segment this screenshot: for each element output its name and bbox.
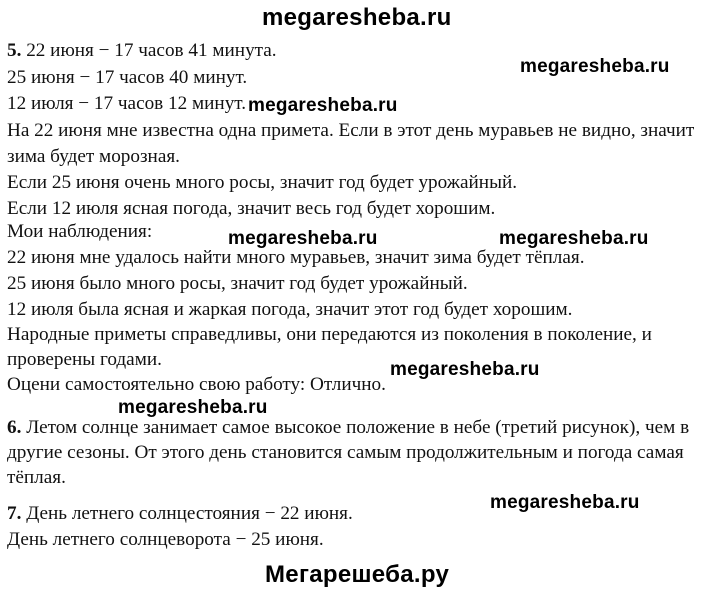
watermark-3: megaresheba.ru <box>228 228 378 249</box>
task6-text: Летом солнце занимает самое высокое положение в небе (третий рисунок), чем в <box>26 417 690 438</box>
task5-line-3: 12 июля − 17 часов 12 минут. <box>7 93 247 114</box>
watermark-2: megaresheba.ru <box>248 95 398 116</box>
task7-line-1 <box>7 502 353 526</box>
header-watermark: megaresheba.ru <box>262 4 452 31</box>
task5-number: 5. <box>7 40 22 61</box>
task6-line-2: другие сезоны. От этого день становится самым продолжительным и погода самая <box>7 442 684 463</box>
task5-line-4: На 22 июня мне известна одна примета. Если в этот день муравьев не видно, значит <box>7 120 695 141</box>
watermark-6: megaresheba.ru <box>118 397 268 418</box>
footer-watermark: Мегарешеба.ру <box>265 561 450 588</box>
task5-line-14: Оцени самостоятельно свою работу: Отлично. <box>7 374 386 395</box>
task5-line-6: Если 25 июня очень много росы, значит год будет урожайный. <box>7 172 518 193</box>
watermark-1: megaresheba.ru <box>520 56 670 77</box>
task5-line-12: Народные приметы справедливы, они передаются из поколения в поколение, и <box>7 324 652 345</box>
task5-line-7: Если 12 июля ясная погода, значит весь год будет хорошим. <box>7 198 496 219</box>
task6-number: 6. <box>7 417 22 438</box>
watermark-4: megaresheba.ru <box>499 228 649 249</box>
watermark-5: megaresheba.ru <box>390 359 540 380</box>
task7-number: 7. <box>7 503 22 524</box>
watermark-7: megaresheba.ru <box>490 492 640 513</box>
task5-text: 22 июня − 17 часов 41 минута. <box>26 40 277 61</box>
task5-line-11: 12 июля была ясная и жаркая погода, значит этот год будет хорошим. <box>7 299 573 320</box>
task5-line-1 <box>7 39 277 63</box>
task5-line-8: Мои наблюдения: <box>7 221 153 242</box>
task5-line-5: зима будет морозная. <box>7 146 180 167</box>
task6-line-3: тёплая. <box>7 467 66 488</box>
task5-line-9: 22 июня мне удалось найти много муравьев, значит зима будет тёплая. <box>7 247 585 268</box>
task6-line-1 <box>7 416 689 440</box>
task7-text: День летнего солнцестояния − 22 июня. <box>26 503 353 524</box>
task5-line-10: 25 июня было много росы, значит год будет урожайный. <box>7 273 468 294</box>
task7-line-2: День летнего солнцеворота − 25 июня. <box>7 529 324 550</box>
task5-line-13: проверены годами. <box>7 349 162 370</box>
task5-line-2: 25 июня − 17 часов 40 минут. <box>7 67 248 88</box>
